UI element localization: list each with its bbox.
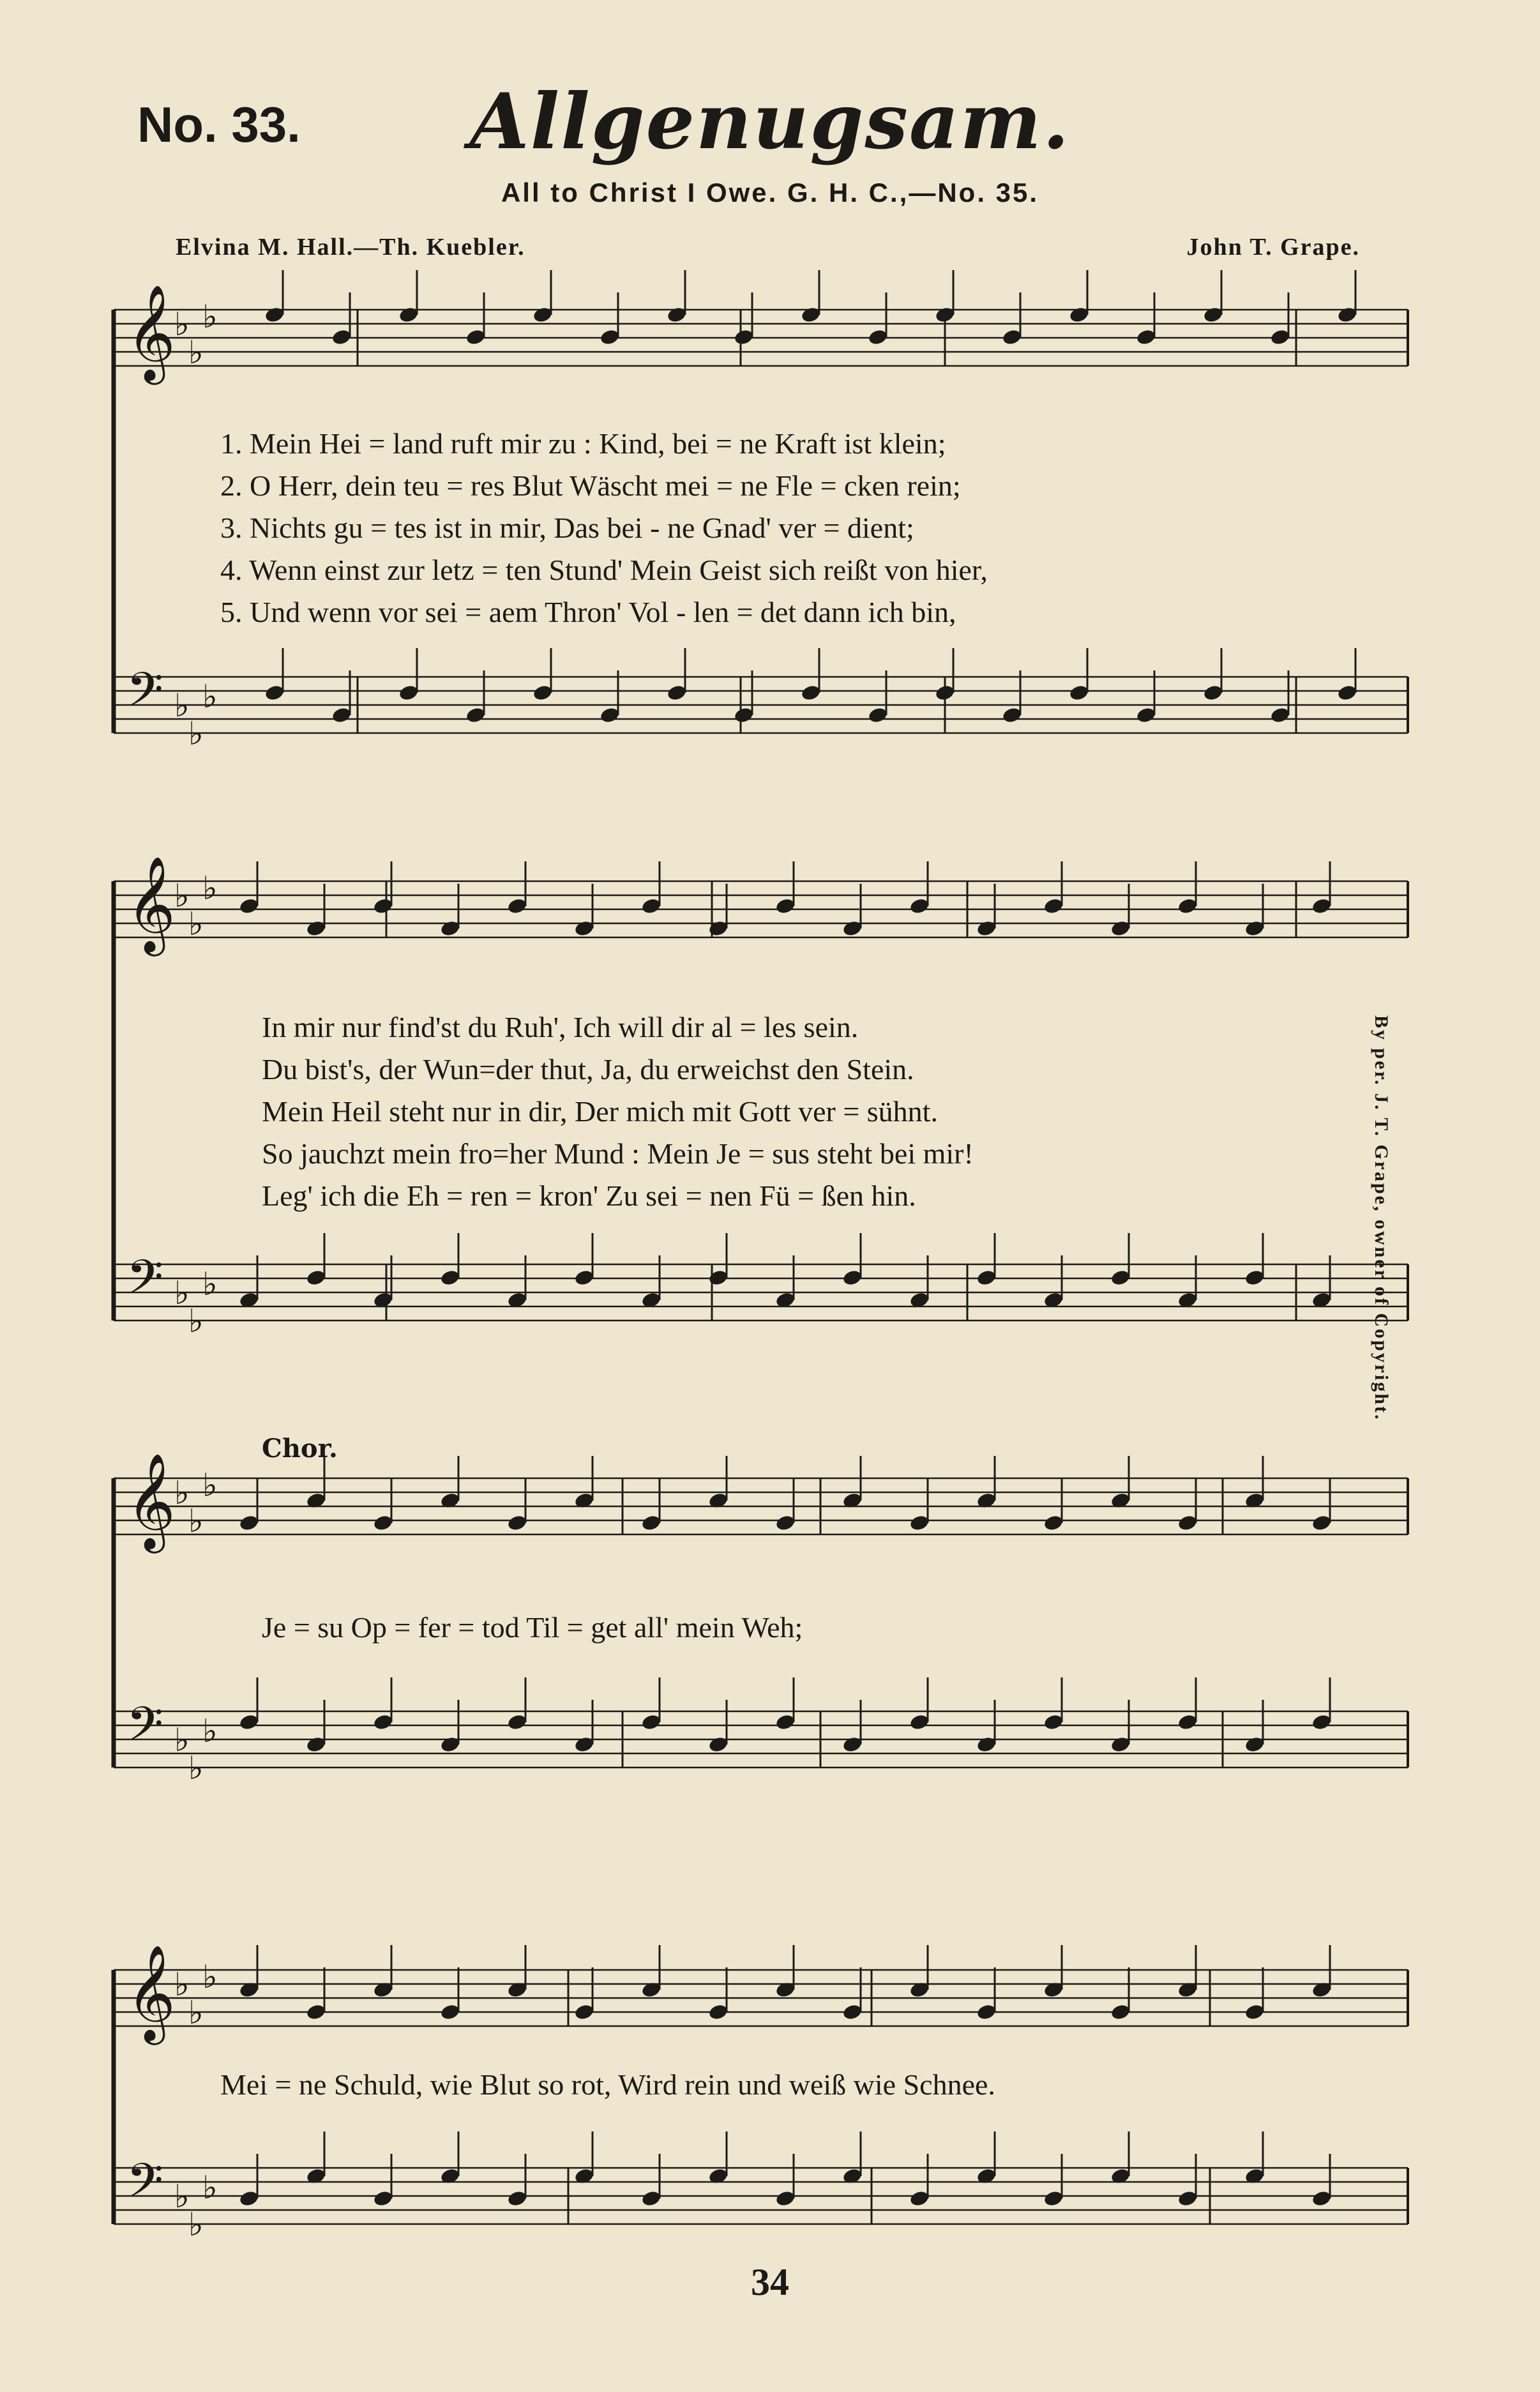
- bass-clef-icon: 𝄢: [126, 1697, 163, 1764]
- flat-icon: ♭: [174, 877, 190, 914]
- flat-icon: ♭: [174, 1275, 190, 1312]
- flat-icon: ♭: [188, 334, 204, 371]
- flat-icon: ♭: [174, 306, 190, 343]
- verse-2-line-a: 2. O Herr, dein teu = res Blut Wäscht mei = ne Fle = cken rein;: [220, 469, 961, 502]
- chorus-line-1: Je = su Op = fer = tod Til = get all' mein Weh;: [262, 1611, 803, 1644]
- flat-icon: ♭: [188, 1503, 204, 1540]
- flat-icon: ♭: [174, 2178, 190, 2215]
- flat-icon: ♭: [202, 1467, 218, 1504]
- flat-icon: ♭: [188, 1750, 204, 1787]
- flat-icon: ♭: [202, 1958, 218, 1995]
- verse-1-line-a: 1. Mein Hei = land ruft mir zu : Kind, bei = ne Kraft ist klein;: [220, 427, 946, 460]
- flat-icon: ♭: [202, 1713, 218, 1750]
- flat-icon: ♭: [188, 2206, 204, 2243]
- treble-clef-icon: 𝄞: [126, 1944, 176, 2041]
- verse-5-line-b: Leg' ich die Eh = ren = kron' Zu sei = nen Fü = ßen hin.: [262, 1179, 916, 1212]
- chorus-label: Chor.: [262, 1434, 338, 1464]
- flat-icon: ♭: [188, 715, 204, 752]
- bass-clef-icon: 𝄢: [126, 2153, 163, 2220]
- chorus-line-2: Mei = ne Schuld, wie Blut so rot, Wird rein und weiß wie Schnee.: [220, 2068, 995, 2101]
- flat-icon: ♭: [202, 2169, 218, 2206]
- flat-icon: ♭: [188, 1303, 204, 1340]
- flat-icon: ♭: [202, 678, 218, 715]
- verse-3-line-a: 3. Nichts gu = tes ist in mir, Das bei - ne Gnad' ver = dient;: [220, 511, 914, 544]
- flat-icon: ♭: [174, 687, 190, 724]
- treble-clef-icon: 𝄞: [126, 1452, 176, 1549]
- verse-5-line-a: 5. Und wenn vor sei = aem Thron' Vol - len = det dann ich bin,: [220, 596, 956, 628]
- composer-credit: John T. Grape.: [1186, 234, 1360, 261]
- flat-icon: ♭: [174, 1966, 190, 2003]
- verse-1-line-b: In mir nur find'st du Ruh', Ich will dir al = les sein.: [262, 1011, 859, 1043]
- hymn-number: No. 33.: [137, 96, 301, 153]
- verse-4-line-a: 4. Wenn einst zur letz = ten Stund' Mein Geist sich reißt von hier,: [220, 554, 988, 586]
- lyricist-credit: Elvina M. Hall.—Th. Kuebler.: [176, 234, 525, 261]
- bass-clef-icon: 𝄢: [126, 662, 163, 729]
- flat-icon: ♭: [174, 1474, 190, 1511]
- verse-4-line-b: So jauchzt mein fro=her Mund : Mein Je = sus steht bei mir!: [262, 1137, 974, 1170]
- flat-icon: ♭: [174, 1722, 190, 1759]
- page-number: 34: [751, 2261, 789, 2303]
- treble-clef-icon: 𝄞: [126, 855, 176, 952]
- flat-icon: ♭: [202, 870, 218, 907]
- flat-icon: ♭: [188, 905, 204, 942]
- flat-icon: ♭: [202, 298, 218, 335]
- flat-icon: ♭: [202, 1266, 218, 1303]
- copyright-note: By per. J. T. Grape, owner of Copyright.: [1371, 1015, 1392, 1421]
- bass-clef-icon: 𝄢: [126, 1250, 163, 1317]
- flat-icon: ♭: [188, 1994, 204, 2031]
- verse-3-line-b: Mein Heil steht nur in dir, Der mich mit Gott ver = sühnt.: [262, 1095, 938, 1128]
- hymn-subtitle: All to Christ I Owe. G. H. C.,—No. 35.: [501, 178, 1039, 208]
- verse-2-line-b: Du bist's, der Wun=der thut, Ja, du erweichst den Stein.: [262, 1053, 914, 1086]
- treble-clef-icon: 𝄞: [126, 284, 176, 381]
- hymn-title: Allgenugsam.: [469, 77, 1071, 167]
